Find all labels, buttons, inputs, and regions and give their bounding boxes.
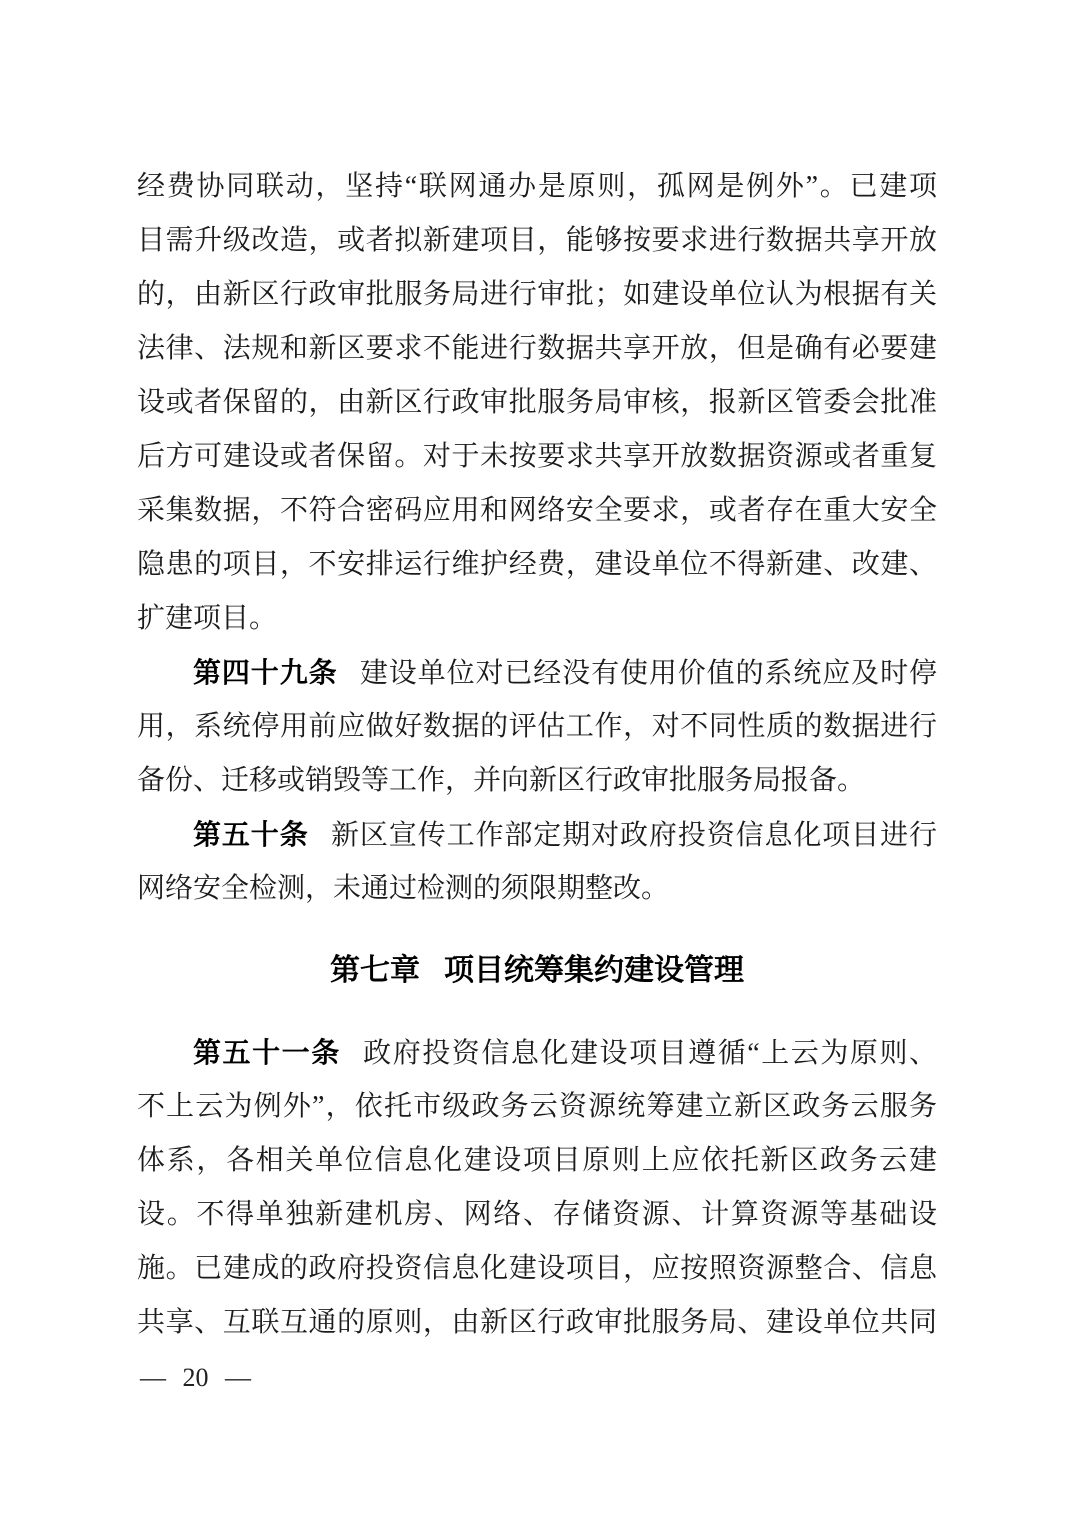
text-line: 采集数据，不符合密码应用和网络安全要求，或者存在重大安全 xyxy=(137,495,937,526)
article-51-line xyxy=(137,1026,937,1080)
text-line: 设。不得单独新建机房、网络、存储资源、计算资源等基础设 xyxy=(137,1199,937,1230)
text-line-paragraph-end: 扩建项目。 xyxy=(137,603,278,634)
text-line: 后方可建设或者保留。对于未按要求共享开放数据资源或者重复 xyxy=(137,441,937,472)
text-line-paragraph-end: 网络安全检测，未通过检测的须限期整改。 xyxy=(137,873,670,904)
document-body xyxy=(137,160,937,1350)
text-line: 不上云为例外”，依托市级政务云资源统筹建立新区政务云服务 xyxy=(137,1091,937,1122)
text-line: 设或者保留的，由新区行政审批服务局审核，报新区管委会批准 xyxy=(137,387,937,418)
article-49-text: 建设单位对已经没有使用价值的系统应及时停 xyxy=(359,658,937,689)
text-line: 经费协同联动，坚持“联网通办是原则，孤网是例外”。已建项 xyxy=(137,171,937,202)
text-line: 施。已建成的政府投资信息化建设项目，应按照资源整合、信息 xyxy=(137,1253,937,1284)
text-line: 目需升级改造，或者拟新建项目，能够按要求进行数据共享开放 xyxy=(137,225,937,256)
text-line: 的，由新区行政审批服务局进行审批；如建设单位认为根据有关 xyxy=(137,279,937,310)
text-line: 法律、法规和新区要求不能进行数据共享开放，但是确有必要建 xyxy=(137,333,937,364)
text-line: 用，系统停用前应做好数据的评估工作，对不同性质的数据进行 xyxy=(137,711,937,742)
article-50-number: 第五十条 xyxy=(193,819,309,850)
article-49-number: 第四十九条 xyxy=(193,657,338,688)
article-51-text: 政府投资信息化建设项目遵循“上云为原则、 xyxy=(363,1038,937,1069)
chapter-heading xyxy=(137,944,937,998)
text-line-paragraph-end: 备份、迁移或销毁等工作，并向新区行政审批服务局报备。 xyxy=(137,765,866,796)
chapter-title: 项目统筹集约建设管理 xyxy=(444,954,744,987)
text-line: 共享、互联互通的原则，由新区行政审批服务局、建设单位共同 xyxy=(137,1307,937,1338)
article-50-line xyxy=(137,808,937,862)
article-51-number: 第五十一条 xyxy=(193,1037,341,1068)
text-line: 体系，各相关单位信息化建设项目原则上应依托新区政务云建 xyxy=(137,1145,937,1176)
article-50-text: 新区宣传工作部定期对政府投资信息化项目进行 xyxy=(331,820,937,851)
article-49-line xyxy=(137,646,937,700)
text-line: 隐患的项目，不安排运行维护经费，建设单位不得新建、改建、 xyxy=(137,549,937,580)
chapter-number: 第七章 xyxy=(330,954,420,987)
page-number: — 20 — xyxy=(140,1363,251,1392)
